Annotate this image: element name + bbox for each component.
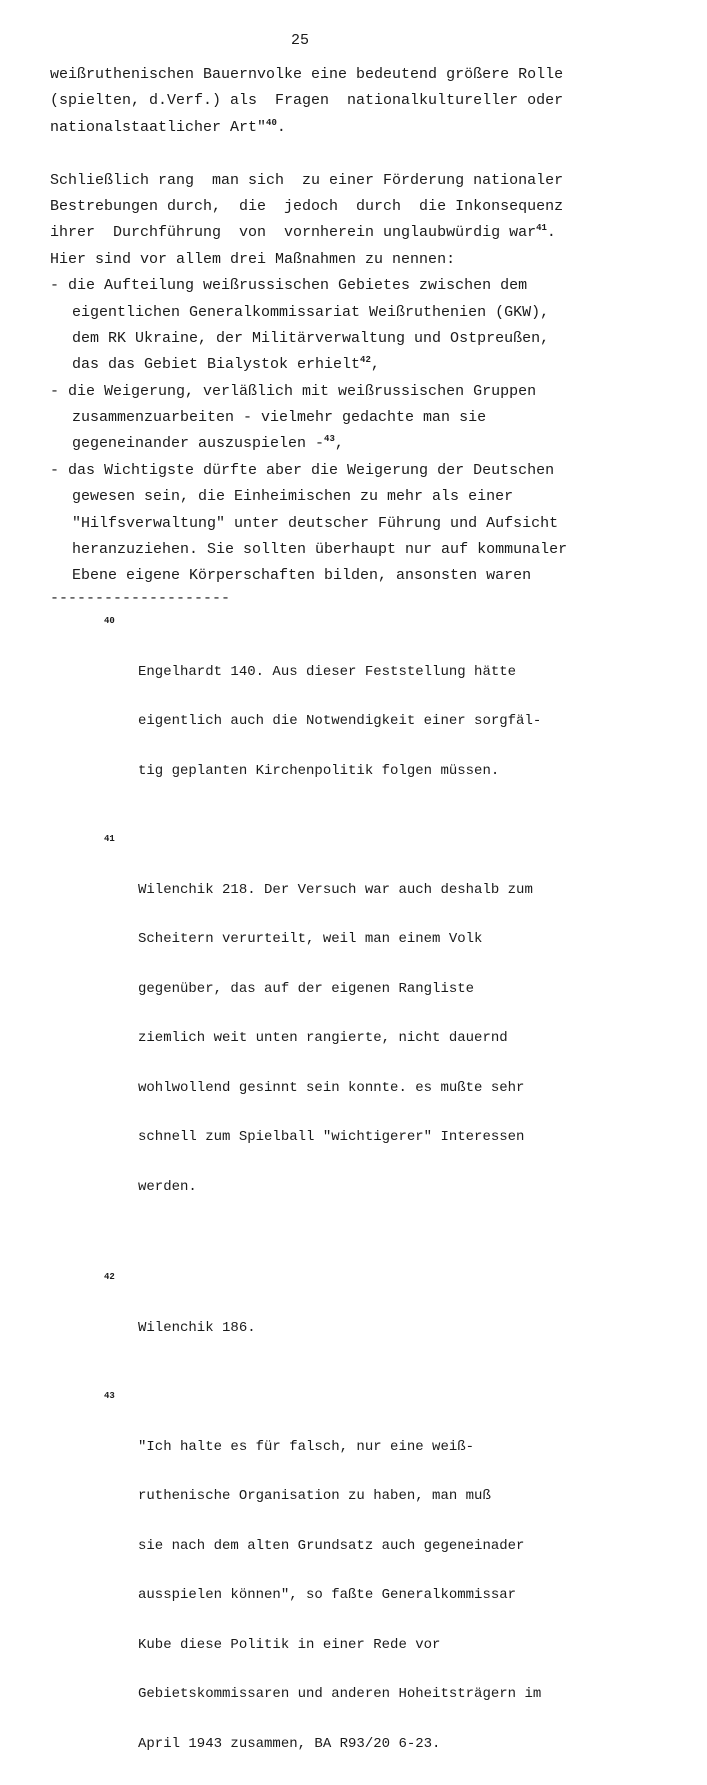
- footnote-43-line5: Kube diese Politik in einer Rede vor: [138, 1636, 441, 1653]
- footnote-41-line6: schnell zum Spielball "wichtigerer" Interessen: [138, 1129, 525, 1145]
- list-item1-line2: eigentlichen Generalkommissariat Weißruthenien (GKW),: [72, 303, 550, 321]
- list-item3-line4: heranzuziehen. Sie sollten überhaupt nur auf kommunaler: [72, 541, 568, 559]
- para2-line3-text: ihrer Durchführung von vornherein unglaubwürdig war: [50, 224, 537, 242]
- list-item2-line3-text: gegeneinander auszuspielen -: [72, 435, 325, 453]
- list-item2-line3: [50, 431, 690, 457]
- para1-line3-text: nationalstaatlicher Art": [50, 118, 267, 136]
- para2-line3: [50, 220, 690, 246]
- footnote-40-number: 40: [104, 616, 115, 626]
- para2-line1: Schließlich rang man sich zu einer Förderung nationaler: [50, 171, 564, 189]
- footnote-41-number: 41: [104, 834, 115, 844]
- footnote-40-line3: tig geplanten Kirchenpolitik folgen müssen.: [138, 762, 500, 779]
- footnote-41: [104, 832, 664, 1228]
- list-item1-line3: dem RK Ukraine, der Militärverwaltung und Ostpreußen,: [72, 329, 550, 347]
- footnotes: [104, 614, 664, 1785]
- footnote-separator: --------------------: [50, 590, 231, 607]
- list-item3-line5: Ebene eigene Körperschaften bilden, ansonsten waren: [72, 567, 532, 585]
- list-item3-line1: - das Wichtigste dürfte aber die Weigerung der Deutschen: [50, 461, 555, 479]
- list-item1-end: ,: [370, 356, 380, 374]
- footnote-41-line2: Scheitern verurteilt, weil man einem Volk: [138, 931, 483, 947]
- para2-line3-end: .: [546, 224, 556, 242]
- footnote-41-line4: ziemlich weit unten rangierte, nicht dauernd: [138, 1030, 508, 1046]
- footnote-41-line3: gegenüber, das auf der eigenen Rangliste: [138, 980, 475, 997]
- footnote-ref-41[interactable]: 41: [536, 223, 547, 234]
- footnote-ref-40[interactable]: 40: [266, 117, 277, 128]
- footnote-41-line1: Wilenchik 218. Der Versuch war auch deshalb zum: [138, 881, 533, 898]
- list-item1-line1: - die Aufteilung weißrussischen Gebietes zwischen dem: [50, 277, 528, 295]
- para1-line3-end: .: [276, 118, 286, 136]
- para1-line3: [50, 115, 690, 141]
- list-item1-line4: [50, 352, 690, 378]
- footnote-43: [104, 1389, 664, 1785]
- footnote-ref-42[interactable]: 42: [360, 355, 371, 366]
- footnote-43-line3: sie nach dem alten Grundsatz auch gegeneinader: [138, 1537, 525, 1554]
- footnote-ref-43[interactable]: 43: [324, 434, 335, 445]
- footnote-43-number: 43: [104, 1391, 115, 1401]
- page-number: 25: [290, 32, 309, 49]
- footnote-42-line1: Wilenchik 186.: [138, 1319, 256, 1336]
- list-item2-line1: - die Weigerung, verläßlich mit weißrussischen Gruppen: [50, 382, 537, 400]
- footnote-42: [104, 1270, 664, 1369]
- footnote-41-line7: werden.: [138, 1178, 197, 1195]
- footnote-43-line7: April 1943 zusammen, BA R93/20 6-23.: [138, 1735, 441, 1752]
- body-text: [50, 62, 690, 590]
- footnote-40-line2: eigentlich auch die Notwendigkeit einer sorgfäl-: [138, 713, 542, 729]
- footnote-41-line5: wohlwollend gesinnt sein konnte. es mußte sehr: [138, 1079, 525, 1096]
- list-item2-line2: zusammenzuarbeiten - vielmehr gedachte man sie: [72, 409, 487, 427]
- para1-line2: (spielten, d.Verf.) als Fragen nationalkultureller oder: [50, 92, 564, 110]
- para1-line1: weißruthenischen Bauernvolke eine bedeutend größere Rolle: [50, 66, 564, 83]
- footnote-40-line1: Engelhardt 140. Aus dieser Feststellung hätte: [138, 663, 517, 680]
- footnote-42-number: 42: [104, 1272, 115, 1282]
- footnote-43-line6: Gebietskommissaren und anderen Hoheitsträgern im: [138, 1686, 542, 1702]
- para2-line2: Bestrebungen durch, die jedoch durch die Inkonsequenz: [50, 197, 564, 215]
- para2-line4: Hier sind vor allem drei Maßnahmen zu nennen:: [50, 250, 456, 268]
- footnote-43-line1: "Ich halte es für falsch, nur eine weiß-: [138, 1438, 475, 1455]
- list-item2-end: ,: [334, 435, 344, 453]
- footnote-43-line2: ruthenische Organisation zu haben, man muß: [138, 1488, 491, 1504]
- list-item3-line3: "Hilfsverwaltung" unter deutscher Führung und Aufsicht: [72, 514, 559, 532]
- footnote-43-line4: ausspielen können", so faßte Generalkommissar: [138, 1587, 517, 1603]
- paragraph-gap: [50, 141, 690, 167]
- list-item3-line2: gewesen sein, die Einheimischen zu mehr als einer: [72, 488, 514, 506]
- footnote-40: [104, 614, 664, 812]
- list-item1-line4-text: das das Gebiet Bialystok erhielt: [72, 356, 361, 374]
